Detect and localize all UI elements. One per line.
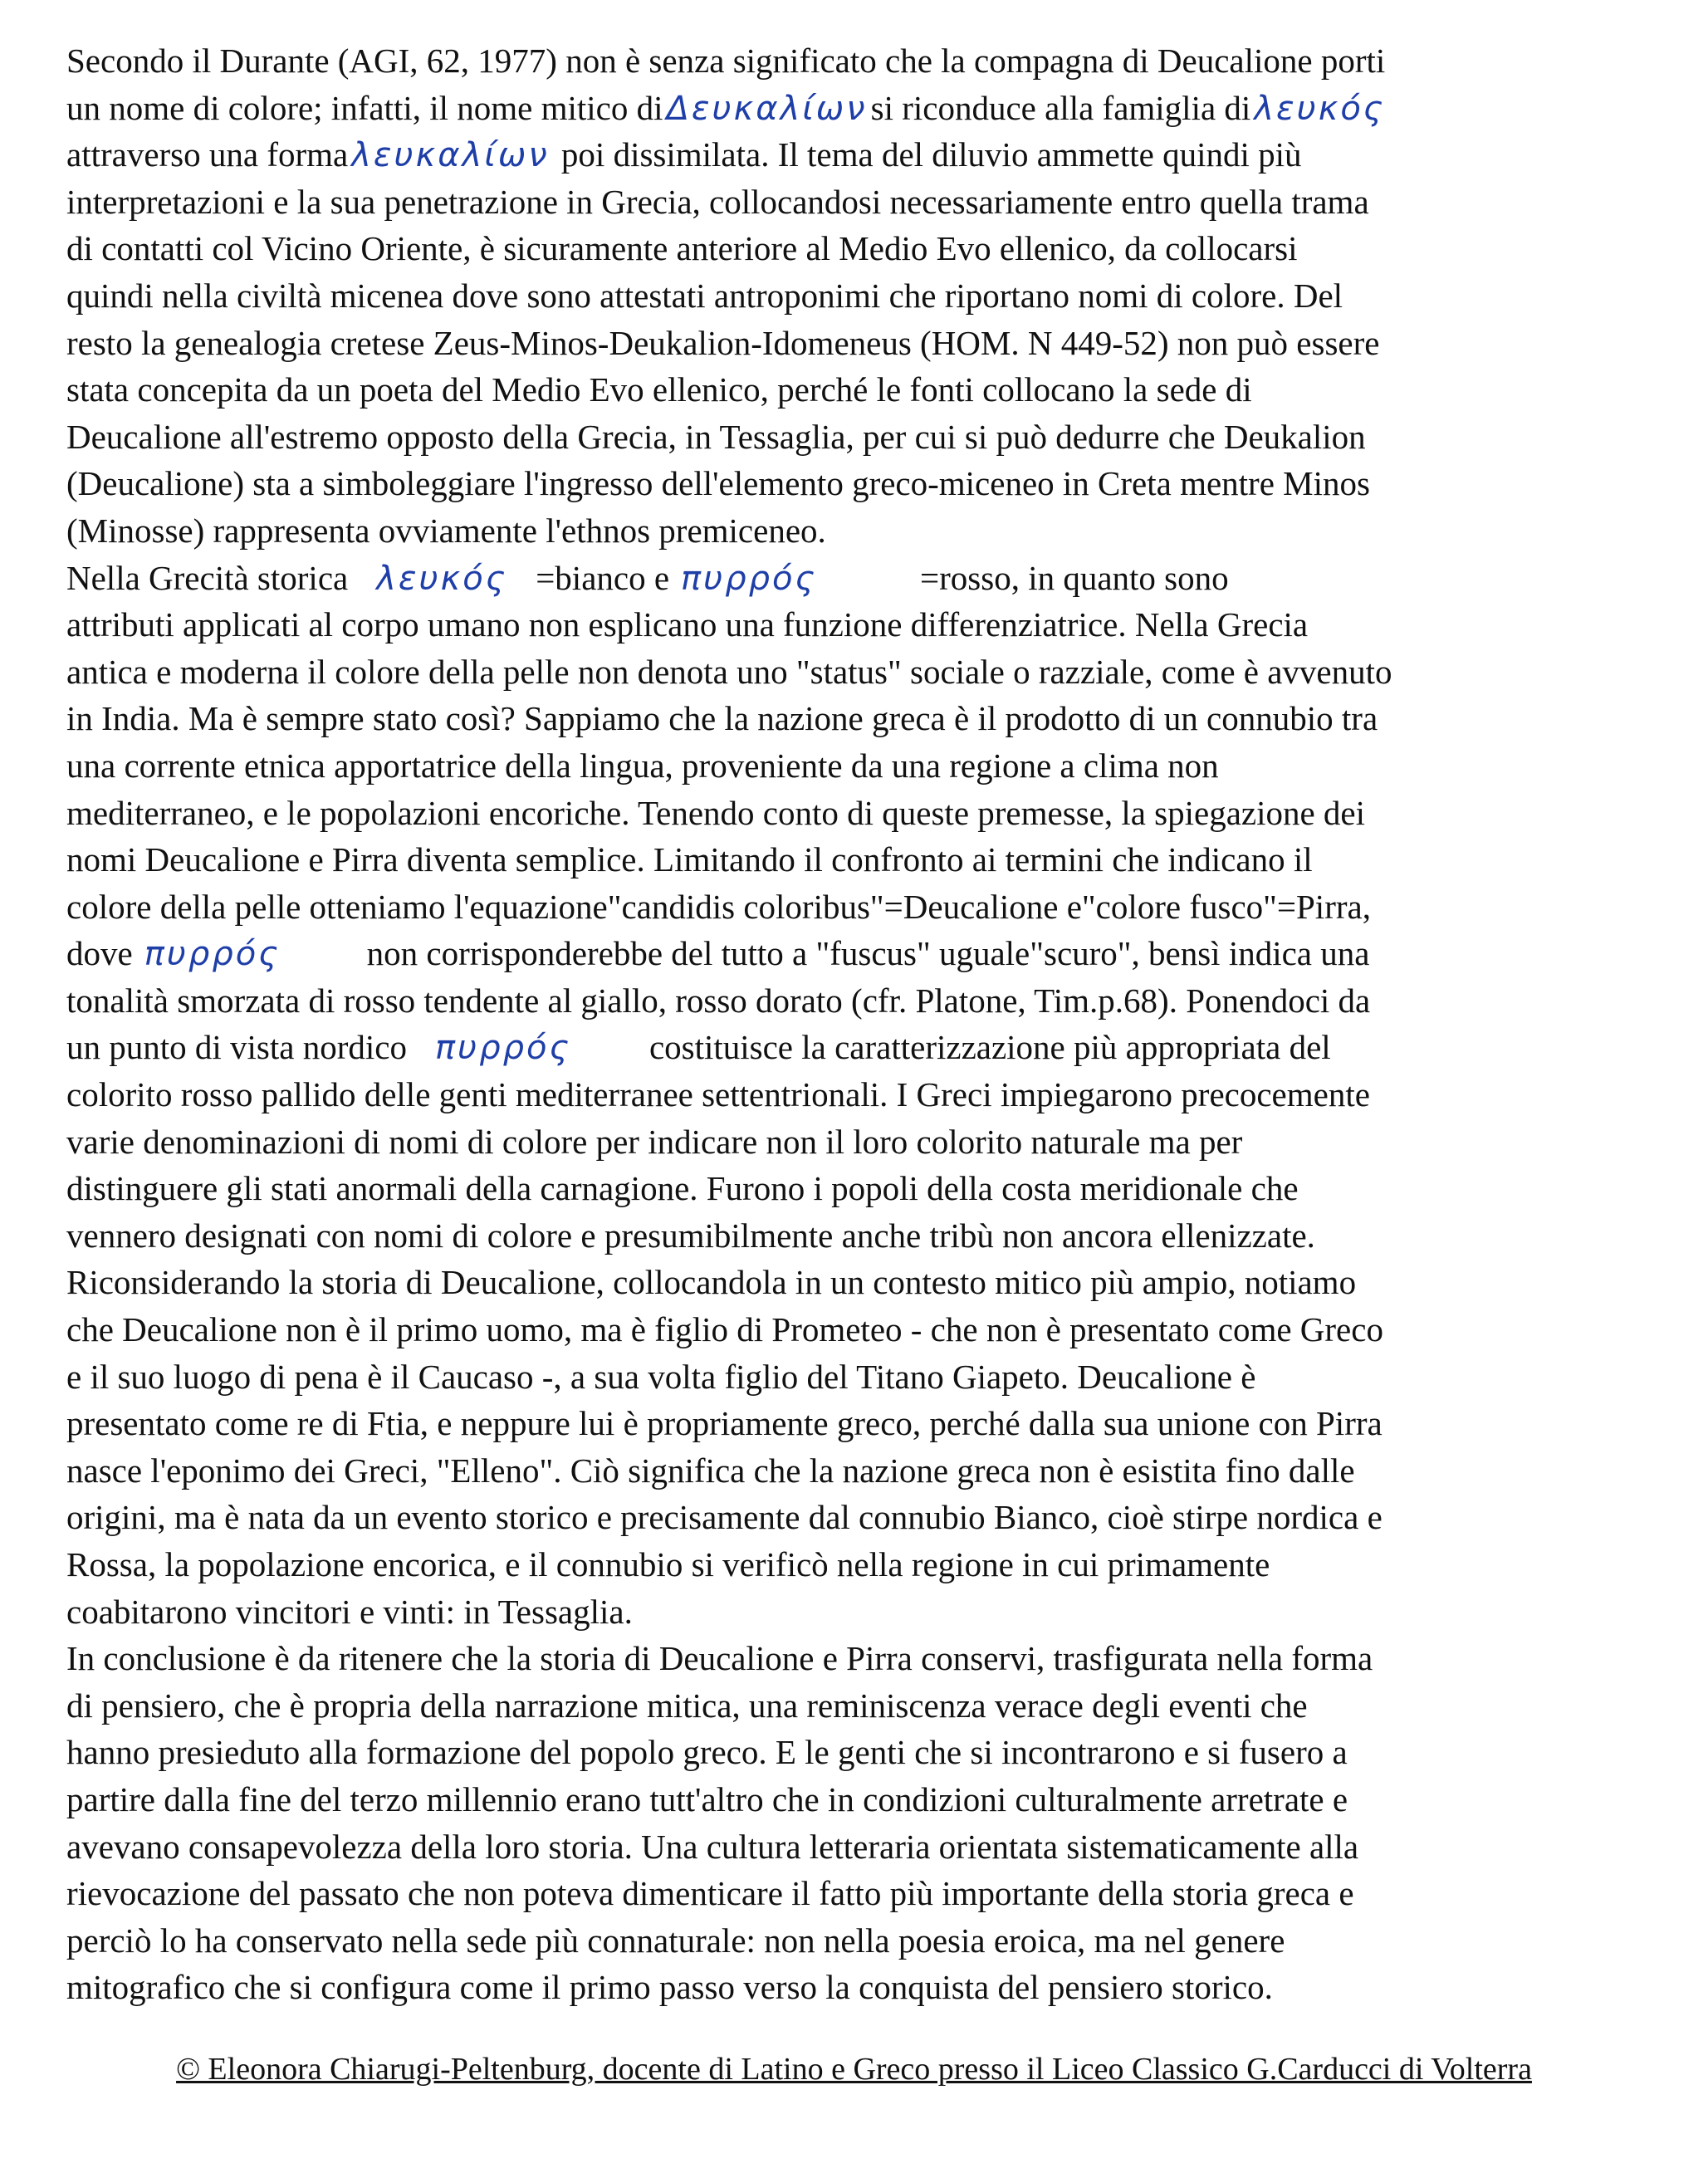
text-line: avevano consapevolezza della loro storia. Una cultura letteraria orientata sistematicamente alla (66, 1827, 1359, 1866)
text-line: vennero designati con nomi di colore e presumibilmente anche tribù non ancora ellenizzate. (66, 1216, 1315, 1255)
text-line: attributi applicati al corpo umano non esplicano una funzione differenziatrice. Nella Grecia (66, 605, 1309, 644)
text-line: in India. Ma è sempre stato così? Sappiamo che la nazione greca è il prodotto di un connubio tra (66, 699, 1378, 738)
text-line: e il suo luogo di pena è il Caucaso -, a sua volta figlio del Titano Giapeto. Deucalione è (66, 1357, 1256, 1396)
document-body (66, 37, 1648, 2011)
text-line: che Deucalione non è il primo uomo, ma è figlio di Prometeo - che non è presentato come Greco (66, 1310, 1383, 1349)
text-line: di pensiero, che è propria della narrazione mitica, una reminiscenza verace degli eventi che (66, 1686, 1308, 1725)
text-line: (Minosse) rappresenta ovviamente l'ethnos premiceneo. (66, 511, 826, 550)
text-line: tonalità smorzata di rosso tendente al giallo, rosso dorato (cfr. Platone, Tim.p.68). Ponendoci da (66, 981, 1371, 1020)
text-line: una corrente etnica apportatrice della lingua, proveniente da una regione a clima non (66, 746, 1219, 785)
text-line: hanno presieduto alla formazione del popolo greco. E le genti che si incontrarono e si fusero a (66, 1733, 1348, 1772)
greek-handwritten-word: λευκαλίων (351, 136, 550, 175)
text-line: resto la genealogia cretese Zeus-Minos-Deukalion-Idomeneus (HOM. N 449-52) non può essere (66, 323, 1380, 362)
text-line: di contatti col Vicino Oriente, è sicuramente anteriore al Medio Evo ellenico, da collocarsi (66, 229, 1298, 268)
text-line: Nella Grecità storica λευκός =bianco e πυρρός =rosso, in quanto sono (66, 558, 1229, 598)
text-line: mitografico che si configura come il primo passo verso la conquista del pensiero storico. (66, 1968, 1273, 2007)
text-line: coabitarono vincitori e vinti: in Tessaglia. (66, 1592, 633, 1631)
text-line: attraverso una forma λευκαλίων poi dissimilata. Il tema del diluvio ammette quindi più (66, 135, 1302, 175)
text-line: colorito rosso pallido delle genti mediterranee settentrionali. I Greci impiegarono precocemente (66, 1075, 1370, 1114)
greek-handwritten-word: πυρρός (144, 935, 281, 974)
greek-handwritten-word: λευκός (376, 559, 508, 598)
text-line: Riconsiderando la storia di Deucalione, collocandola in un contesto mitico più ampio, notiamo (66, 1263, 1357, 1302)
text-line: Secondo il Durante (AGI, 62, 1977) non è senza significato che la compagna di Deucalione porti (66, 42, 1386, 80)
text-line: antica e moderna il colore della pelle non denota uno "status" sociale o razziale, come è avvenuto (66, 652, 1392, 691)
text-line: perciò lo ha conservato nella sede più connaturale: non nella poesia eroica, ma nel genere (66, 1921, 1285, 1960)
greek-handwritten-word: λευκός (1254, 89, 1386, 128)
text-line: stata concepita da un poeta del Medio Evo ellenico, perché le fonti collocano la sede di (66, 370, 1252, 409)
copyright-footer: © Eleonora Chiarugi-Peltenburg, docente di Latino e Greco presso il Liceo Classico G.Carducci di Volterra (176, 2052, 1532, 2087)
text-line: In conclusione è da ritenere che la storia di Deucalione e Pirra conservi, trasfigurata nella forma (66, 1639, 1373, 1678)
text-line: nomi Deucalione e Pirra diventa semplice. Limitando il confronto ai termini che indicano il (66, 840, 1313, 879)
text-line: (Deucalione) sta a simboleggiare l'ingresso dell'elemento greco-miceneo in Creta mentre Minos (66, 464, 1370, 503)
text-line: dove πυρρός non corrisponderebbe del tutto a "fuscus" uguale"scuro", bensì indica una (66, 934, 1370, 974)
greek-handwritten-word: πυρρός (434, 1029, 571, 1068)
text-line: Deucalione all'estremo opposto della Grecia, in Tessaglia, per cui si può dedurre che Deukalion (66, 417, 1366, 456)
text-line: mediterraneo, e le popolazioni encoriche. Tenendo conto di queste premesse, la spiegazione dei (66, 793, 1366, 832)
text-line: distinguere gli stati anormali della carnagione. Furono i popoli della costa meridionale che (66, 1169, 1299, 1208)
text-line: presentato come re di Ftia, e neppure lui è propriamente greco, perché dalla sua unione con Pirra (66, 1404, 1383, 1443)
text-line: un punto di vista nordico πυρρός costituisce la caratterizzazione più appropriata del (66, 1028, 1331, 1068)
text-line: partire dalla fine del terzo millennio erano tutt'altro che in condizioni culturalmente arretrate e (66, 1779, 1348, 1818)
text-line: varie denominazioni di nomi di colore per indicare non il loro colorito naturale ma per (66, 1122, 1243, 1161)
text-line: Rossa, la popolazione encorica, e il connubio si verificò nella regione in cui primamente (66, 1545, 1270, 1583)
text-line: colore della pelle otteniamo l'equazione"candidis coloribus"=Deucalione e"colore fusco"=Pirra, (66, 887, 1371, 926)
text-line: origini, ma è nata da un evento storico e precisamente dal connubio Bianco, cioè stirpe nordica e (66, 1498, 1383, 1537)
text-line: rievocazione del passato che non poteva dimenticare il fatto più importante della storia greca e (66, 1874, 1354, 1913)
greek-handwritten-word: Δευκαλίων (666, 89, 868, 128)
text-line: un nome di colore; infatti, il nome mitico di Δευκαλίωνsi riconduce alla famiglia di λευκός (66, 85, 1648, 132)
text-line: interpretazioni e la sua penetrazione in Grecia, collocandosi necessariamente entro quella trama (66, 182, 1369, 221)
greek-handwritten-word: πυρρός (681, 559, 818, 598)
text-line: nasce l'eponimo dei Greci, "Elleno". Ciò significa che la nazione greca non è esistita fino dalle (66, 1451, 1355, 1490)
text-line: quindi nella civiltà micenea dove sono attestati antroponimi che riportano nomi di colore. Del (66, 276, 1343, 315)
